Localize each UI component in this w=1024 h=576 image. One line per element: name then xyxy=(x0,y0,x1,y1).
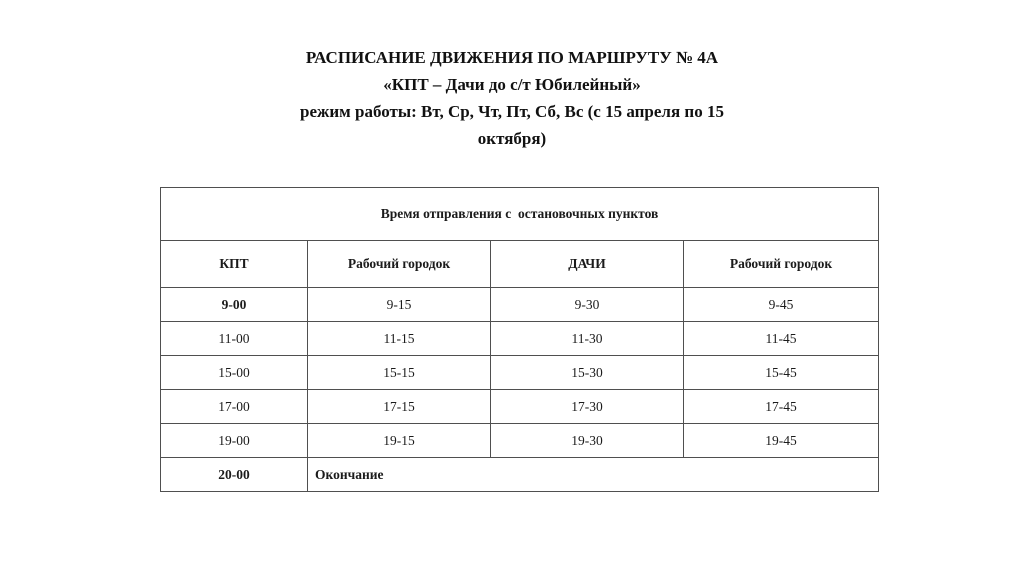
document-title xyxy=(0,44,1024,152)
title-line-working-days: режим работы: Вт, Ср, Чт, Пт, Сб, Вс (с 15 апреля по 15 xyxy=(300,102,724,121)
table-header-row xyxy=(161,241,879,288)
time-cell: 15-15 xyxy=(308,356,491,390)
time-cell: 9-45 xyxy=(684,288,879,322)
table-row xyxy=(161,356,879,390)
column-header-dachi: ДАЧИ xyxy=(491,241,684,288)
table-footer-row xyxy=(161,458,879,492)
column-header-rabochiy-gorodok-2: Рабочий городок xyxy=(684,241,879,288)
time-cell: 11-15 xyxy=(308,322,491,356)
time-cell: 11-45 xyxy=(684,322,879,356)
title-line-route: РАСПИСАНИЕ ДВИЖЕНИЯ ПО МАРШРУТУ № 4А xyxy=(305,48,719,67)
title-line-working-days-wrap: октября) xyxy=(477,129,547,148)
table-row xyxy=(161,288,879,322)
time-cell: 17-00 xyxy=(161,390,308,424)
table-row xyxy=(161,424,879,458)
time-cell: 19-00 xyxy=(161,424,308,458)
column-header-kpt: КПТ xyxy=(161,241,308,288)
time-cell: 15-45 xyxy=(684,356,879,390)
time-cell: 15-30 xyxy=(491,356,684,390)
time-cell: 15-00 xyxy=(161,356,308,390)
table-row xyxy=(161,390,879,424)
time-cell: 19-45 xyxy=(684,424,879,458)
time-cell: 11-00 xyxy=(161,322,308,356)
time-cell: 9-00 xyxy=(161,288,308,322)
time-cell: 11-30 xyxy=(491,322,684,356)
time-cell: 9-30 xyxy=(491,288,684,322)
time-cell: 9-15 xyxy=(308,288,491,322)
time-cell: 17-30 xyxy=(491,390,684,424)
end-time-cell: 20-00 xyxy=(161,458,308,492)
time-cell: 19-15 xyxy=(308,424,491,458)
time-cell: 17-15 xyxy=(308,390,491,424)
title-line-endpoints: «КПТ – Дачи до с/т Юбилейный» xyxy=(383,75,641,94)
time-cell: 17-45 xyxy=(684,390,879,424)
table-caption: Время отправления с остановочных пунктов xyxy=(161,188,879,241)
table-row xyxy=(161,322,879,356)
column-header-rabochiy-gorodok-1: Рабочий городок xyxy=(308,241,491,288)
departure-schedule-table xyxy=(160,187,879,492)
table-caption-row xyxy=(161,188,879,241)
time-cell: 19-30 xyxy=(491,424,684,458)
end-status-cell: Окончание xyxy=(308,458,879,492)
